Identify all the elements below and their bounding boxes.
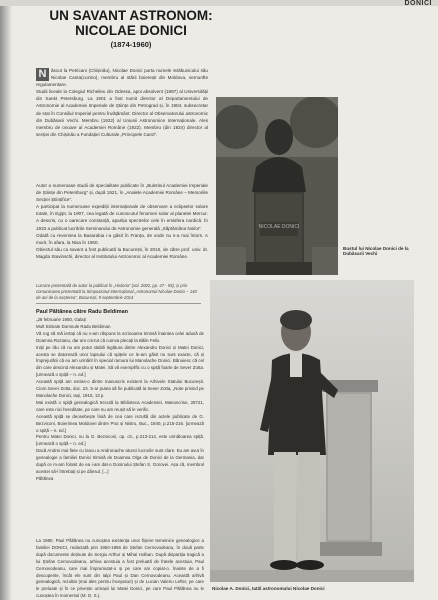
letter-heading: Paul Păltănea către Radu Beldiman xyxy=(36,309,129,315)
article-years: (1874-1960) xyxy=(110,40,152,49)
bust-caption: Bustul lui Nicolae Donici de la Dubăsarii Vechi xyxy=(343,246,409,256)
portrait-photo xyxy=(210,280,414,582)
section-tag: DONICI xyxy=(404,0,432,7)
letter-paragraph: Iniții pe rău că nu am putut stabili legătura dintre Alexandru Donici și Matei Donici, acesta se datorează unor lapsului că spițele ce le-am găsit nu sunt exacte, că și împrejurării că eu am urmărit în special ramura lui Manolache Donici. Bănuiesc că cel din care descind Alexandru și Matei. Să vă exemplific cu o spiță foarte de Sever Zotta. [urmează o spiță – n. ed.] xyxy=(36,344,204,378)
letter-body xyxy=(36,317,204,483)
footnote-paragraph: La 1980, Paul Păltănea nu cunoștea existența unor fișiere temeinice genealogice a familiei DONICI, redactată prin 1950-1955 de Ștefan Cernovodeanu, în două parte după documente deținute de Sergiu Arthur și Mihai Holban. După dispariția tragică a lui Ștefan Cernovodeanu, arhiva acestuia a fost preluată de fratele acestuia, Paul Cernovodeanu, care mai împrumutat-o și pe care am copiat-o. Înainte de a fi descoperite, încât ele sunt din Ialpi Paul și Dan Cernovodeanu. Această arhivă genealogică, rezultat (mai ales pentru începuturi) și de Lucian Valeriu Lefter, pe care le preluate și în ce privește urmașii lui Matei Donici, pe care Paul Păltănea nu le cunoștea în momentul (M. D. S.). xyxy=(36,538,204,599)
title-line-1: UN SAVANT ASTRONOM: xyxy=(49,8,213,23)
letter-paragraph: „29 februarie 1980, Galați xyxy=(36,317,86,322)
divider xyxy=(36,303,201,304)
letter-paragraph: Această spiță am extras-o dintre manuscris existent la Arhivele Statului București. Ciorn.Sever Zotta, doc. 23. S-ar putea să fie publicată la Sever Zotta, „Note privind pe Manolache Donici, Iași, 1915, 13 p. xyxy=(36,379,204,398)
letter-paragraph: Vă rog să mă iertați că nu v-am răspuns la scrisoarea trimisă înaintea celei adusă de Doamna Rozianu, dar am crezut că cumva plecați la Băile Felix. xyxy=(36,330,204,343)
body-paragraph: Odată cu revenirea la Basarabia i-a găsit în Franța, de unde nu s-a mai întors. A murit, în afara, la Nisa în 1960. xyxy=(36,232,208,245)
letter-paragraph: Mai există o spiță genealogică trecută la Biblioteca Academiei, Manuscrise, 28721, care este nici hereditate, pe care nu am reușit să le verific. xyxy=(36,399,204,412)
letter-paragraph: Pentru Matei Donici, nu la G. Bezviconi, op. cit., p.213-214, este următoarea spiță. [urmează o spiță – n. ed.] xyxy=(36,434,204,447)
letter-paragraph: Mult Stimate Domnule Radu Beldiman xyxy=(36,323,111,329)
title-line-2: NICOLAE DONICI xyxy=(75,23,187,38)
bust-illustration xyxy=(216,97,338,275)
dropcap: N xyxy=(36,68,49,81)
article-title xyxy=(36,8,226,38)
body-paragraph: Studii liceale la Colegiul Richelieu din Odessa, apoi absolvent (1897) al Universității din Sankt Petersburg. La 1901 a fost numit director al Departamentului de Astronomie al Academiei Imperiale de Științe din Petrograd și, în 1904, subsecretar de stat în Consiliul Imperial pentru Învățământ. Director al Observatorului astronomic din Dubăsarii Vechi. Membru (1922) al Uniunii Astronomice Internaționale. Ales membru de onoare al Academiei Române (1922). Membru (din 1924) director al secției din Chișinău a Fundației Culturale „Principele Carol”. xyxy=(36,89,208,137)
bust-photo xyxy=(216,97,338,275)
article-body xyxy=(36,182,208,260)
body-paragraph: Autor a numeroase studii de specialitate publicate în „Buletinul Academiei Imperiale de Științe din Petersburg” și, după 1921, în „Analele Academiei Române – Memoriile Secției Științifice”. xyxy=(36,183,208,203)
letter-footnote xyxy=(36,538,204,600)
page-fold-shadow xyxy=(0,0,12,600)
letter-paragraph: Această spiță se deosebește însă de cea care rezultă din actele publicate de G. Bezviconi, Boierimea Moldovei dintre Prut și Nistru, Buc., 1940, p.215-216. [urmează o spiță – n. ed.] xyxy=(36,413,204,433)
letter-paragraph: Dacă Andrei mai fiete cu lancu a Andronache atunci lucrurile sunt clare. Eu am avut în genealogie a familiei Donici trimisă de Doamna Olga de Donici de la Germania, dar după ce m-am folosit de ea i-am dat-o Domnului Ștefan S. Gorovei. Așa că, membrul acestei să-l întrebați și pe dânsul. [...] xyxy=(36,448,204,474)
portrait-caption: Nicolae A. Donici, tatăl astronomului Nicolae Donici xyxy=(212,586,325,591)
intro-paragraph: N ăscut la Petricani (Chișinău), Nicolae Donici purta numele străbunicului său Nicolae Canta(cuzino), membru al stării boierești din Moldova, vernunfte regulamentare. xyxy=(36,68,208,88)
letter-signature: Păltănea xyxy=(36,475,54,481)
bust-plaque-text: NICOLAE DONICI xyxy=(258,224,300,230)
article-intro xyxy=(36,67,208,138)
body-paragraph: Obiectul său ca savant a fost publicată la București, în 2016, de către prof. univ. dr. Magda Stavinschi, director al Institutului Astronomic al Academiei Române. xyxy=(36,246,208,259)
source-note: Lucrare prezentată de autor la publicat în „Historia” (vol. 2002, pp. 47 - 55), și prin comunicarea prezentată la Simpozionul Internațional „Astronomul Nicolae Donici – 140 de ani de la nașterea”, București, 9 septembrie 2014 xyxy=(36,283,197,300)
header-bar xyxy=(0,0,438,6)
portrait-illustration xyxy=(210,280,414,582)
body-paragraph: A participat la numeroase expediții internaționale de observare a eclipselor solare totale, în Egipt, la 1907, cea legată de cunoscutul fenomen solar al planetei Mercur. A descris, cu o oarecare constanță, apariția spectrelor cele în emisfera nordică. În 1933 a publicat lucrările Seminarului de Astronomie generală „Săptămâna Noilor”. xyxy=(36,204,208,231)
